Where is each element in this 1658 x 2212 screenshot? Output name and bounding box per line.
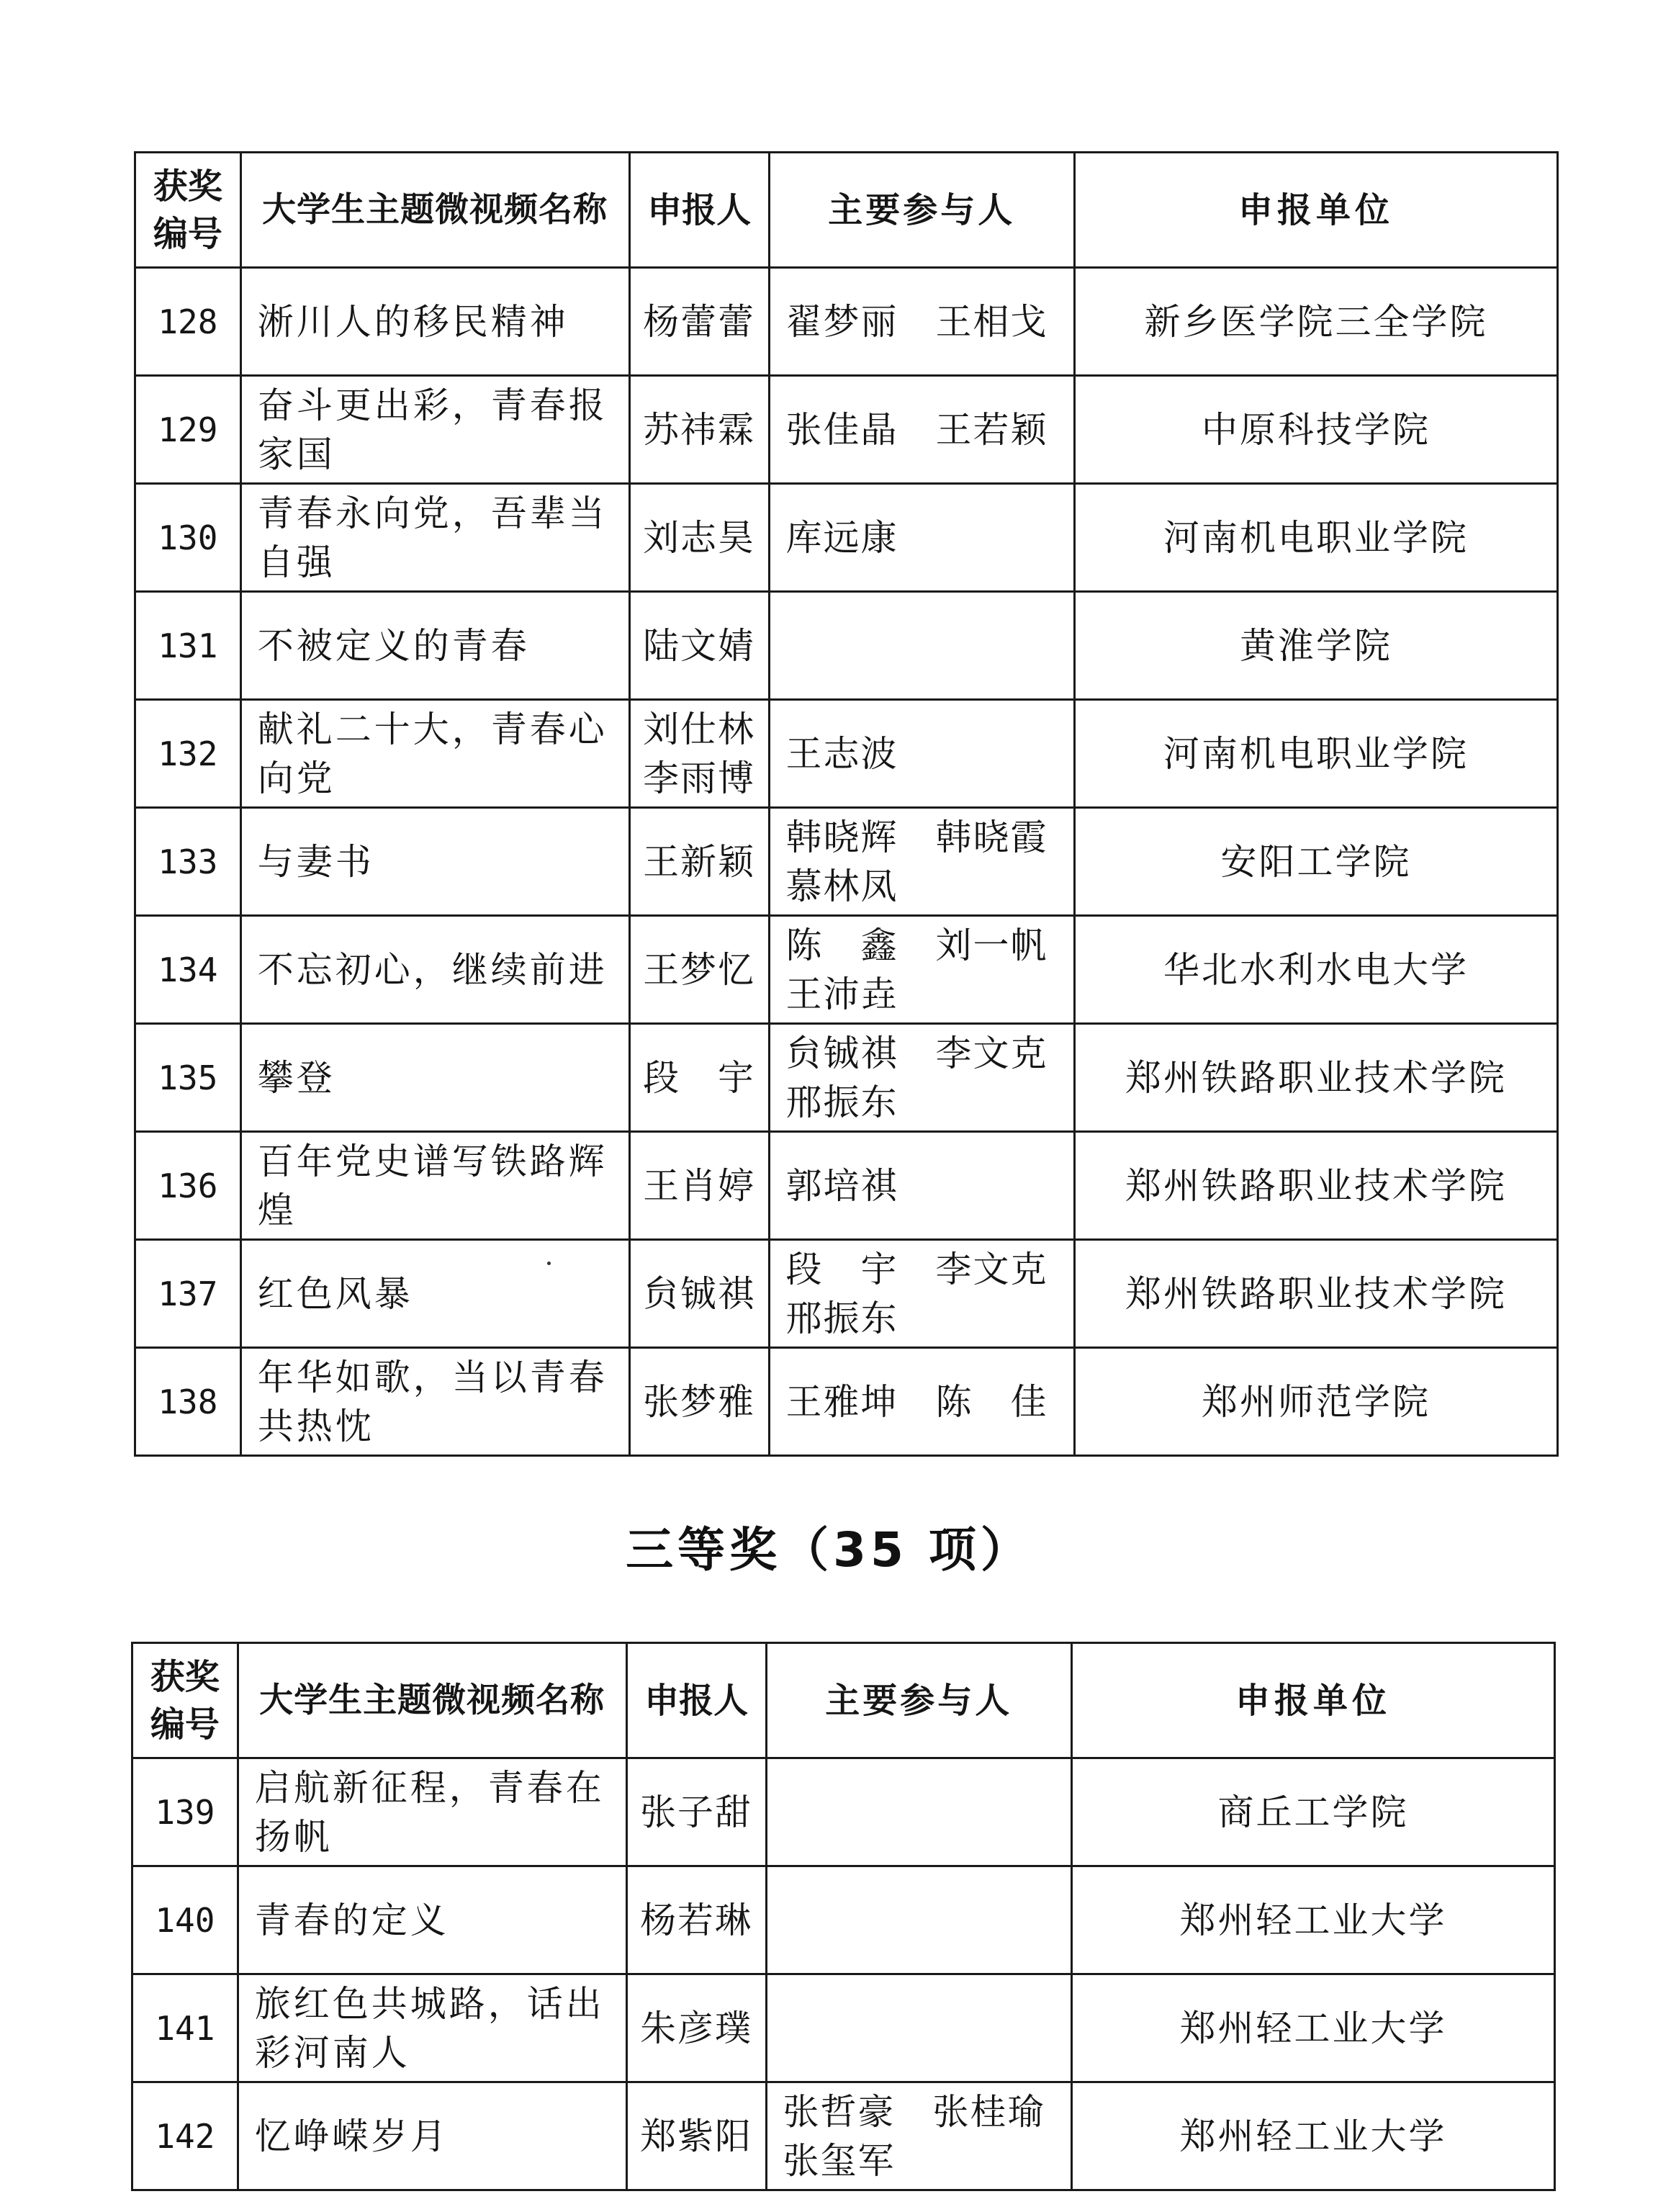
- table-row: [135, 1132, 1558, 1240]
- table-row: [132, 1974, 1555, 2082]
- video-title-cell: 旅红色共城路，话出彩河南人: [238, 1974, 626, 2082]
- award-number-cell: 130: [135, 484, 241, 592]
- unit-cell: 郑州师范学院: [1075, 1348, 1558, 1456]
- participants-cell: 韩晓辉 韩晓霞 慕林凤: [769, 808, 1075, 916]
- participants-cell: 陈 鑫 刘一帆 王沛垚: [769, 916, 1075, 1024]
- unit-cell: 郑州轻工业大学: [1072, 1974, 1555, 2082]
- video-title-cell: 献礼二十大，青春心向党: [240, 700, 629, 808]
- unit-cell: 郑州轻工业大学: [1072, 2082, 1555, 2190]
- table-row: [135, 700, 1558, 808]
- applicant-cell: 杨若琳: [626, 1866, 766, 1974]
- participants-cell: 张哲豪 张桂瑜 张玺军: [766, 2082, 1072, 2190]
- video-title-cell: 不被定义的青春: [240, 592, 629, 700]
- table-row: [135, 808, 1558, 916]
- participants-cell: 张佳晶 王若颖: [769, 376, 1075, 484]
- award-number-cell: 132: [135, 700, 241, 808]
- award-number-cell: 138: [135, 1348, 241, 1456]
- unit-cell: 郑州铁路职业技术学院: [1075, 1132, 1558, 1240]
- column-header-participants: 主要参与人: [769, 153, 1075, 268]
- award-number-cell: 141: [132, 1974, 238, 2082]
- table-row: [135, 592, 1558, 700]
- unit-cell: 商丘工学院: [1072, 1758, 1555, 1866]
- participants-cell: 王志波: [769, 700, 1075, 808]
- column-header-participants: 主要参与人: [766, 1643, 1072, 1758]
- column-header-award-number: 获奖编号: [135, 153, 241, 268]
- column-header-video-title: 大学生主题微视频名称: [238, 1643, 626, 1758]
- table-row: [132, 1866, 1555, 1974]
- table-row: [135, 1024, 1558, 1132]
- participants-cell: [766, 1866, 1072, 1974]
- applicant-cell: 苏祎霖: [629, 376, 769, 484]
- award-table-second-prize: [134, 151, 1559, 1457]
- table-row: [132, 1758, 1555, 1866]
- unit-cell: 安阳工学院: [1075, 808, 1558, 916]
- participants-cell: 翟梦丽 王相戈: [769, 268, 1075, 376]
- column-header-video-title: 大学生主题微视频名称: [240, 153, 629, 268]
- column-header-award-number: 获奖编号: [132, 1643, 238, 1758]
- video-title-cell: 攀登: [240, 1024, 629, 1132]
- table-row: [135, 484, 1558, 592]
- unit-cell: 华北水利水电大学: [1075, 916, 1558, 1024]
- participants-cell: 郭培祺: [769, 1132, 1075, 1240]
- applicant-cell: 张梦雅: [629, 1348, 769, 1456]
- video-title-cell: 淅川人的移民精神: [240, 268, 629, 376]
- table-row: [135, 1348, 1558, 1456]
- column-header-unit: 申报单位: [1072, 1643, 1555, 1758]
- participants-cell: 段 宇 李文克 邢振东: [769, 1240, 1075, 1348]
- award-table-third-prize: [131, 1642, 1556, 2191]
- table-row: [135, 268, 1558, 376]
- video-title-cell: 青春永向党，吾辈当自强: [240, 484, 629, 592]
- video-title-cell: 启航新征程，青春在扬帆: [238, 1758, 626, 1866]
- table-header-row: [135, 153, 1558, 268]
- applicant-cell: 王肖婷: [629, 1132, 769, 1240]
- video-title-cell: 奋斗更出彩，青春报家国: [240, 376, 629, 484]
- award-number-cell: 140: [132, 1866, 238, 1974]
- table-row: [135, 376, 1558, 484]
- video-title-cell: 百年党史谱写铁路辉煌: [240, 1132, 629, 1240]
- participants-cell: 贠铖祺 李文克 邢振东: [769, 1024, 1075, 1132]
- participants-cell: [769, 592, 1075, 700]
- participants-cell: 库远康: [769, 484, 1075, 592]
- applicant-cell: 朱彦璞: [626, 1974, 766, 2082]
- participants-cell: [766, 1974, 1072, 2082]
- participants-cell: [766, 1758, 1072, 1866]
- unit-cell: 新乡医学院三全学院: [1075, 268, 1558, 376]
- award-number-cell: 128: [135, 268, 241, 376]
- award-number-cell: 139: [132, 1758, 238, 1866]
- unit-cell: 郑州铁路职业技术学院: [1075, 1240, 1558, 1348]
- table-header-row: [132, 1643, 1555, 1758]
- award-number-cell: 136: [135, 1132, 241, 1240]
- unit-cell: 河南机电职业学院: [1075, 700, 1558, 808]
- table-row: [135, 916, 1558, 1024]
- video-title-cell: 青春的定义: [238, 1866, 626, 1974]
- applicant-cell: 王新颖: [629, 808, 769, 916]
- applicant-cell: 段 宇: [629, 1024, 769, 1132]
- award-number-cell: 131: [135, 592, 241, 700]
- award-number-cell: 137: [135, 1240, 241, 1348]
- table-body: [135, 268, 1558, 1456]
- unit-cell: 中原科技学院: [1075, 376, 1558, 484]
- video-title-cell: 不忘初心，继续前进: [240, 916, 629, 1024]
- award-number-cell: 135: [135, 1024, 241, 1132]
- scan-speck: [547, 1262, 551, 1265]
- unit-cell: 郑州轻工业大学: [1072, 1866, 1555, 1974]
- unit-cell: 郑州铁路职业技术学院: [1075, 1024, 1558, 1132]
- applicant-cell: 陆文婧: [629, 592, 769, 700]
- unit-cell: 黄淮学院: [1075, 592, 1558, 700]
- award-number-cell: 129: [135, 376, 241, 484]
- applicant-cell: 刘仕林 李雨博: [629, 700, 769, 808]
- applicant-cell: 王梦忆: [629, 916, 769, 1024]
- column-header-unit: 申报单位: [1075, 153, 1558, 268]
- participants-cell: 王雅坤 陈 佳: [769, 1348, 1075, 1456]
- video-title-cell: 与妻书: [240, 808, 629, 916]
- applicant-cell: 杨蕾蕾: [629, 268, 769, 376]
- table-row: [132, 2082, 1555, 2190]
- column-header-applicant: 申报人: [626, 1643, 766, 1758]
- applicant-cell: 贠铖祺: [629, 1240, 769, 1348]
- applicant-cell: 张子甜: [626, 1758, 766, 1866]
- video-title-cell: 忆峥嵘岁月: [238, 2082, 626, 2190]
- table-row: [135, 1240, 1558, 1348]
- section-heading-third-prize: 三等奖（35 项）: [626, 1522, 1032, 1578]
- video-title-cell: 红色风暴: [240, 1240, 629, 1348]
- award-number-cell: 134: [135, 916, 241, 1024]
- video-title-cell: 年华如歌，当以青春共热忱: [240, 1348, 629, 1456]
- applicant-cell: 刘志昊: [629, 484, 769, 592]
- award-number-cell: 133: [135, 808, 241, 916]
- column-header-applicant: 申报人: [629, 153, 769, 268]
- applicant-cell: 郑紫阳: [626, 2082, 766, 2190]
- unit-cell: 河南机电职业学院: [1075, 484, 1558, 592]
- award-number-cell: 142: [132, 2082, 238, 2190]
- table-body: [132, 1758, 1555, 2190]
